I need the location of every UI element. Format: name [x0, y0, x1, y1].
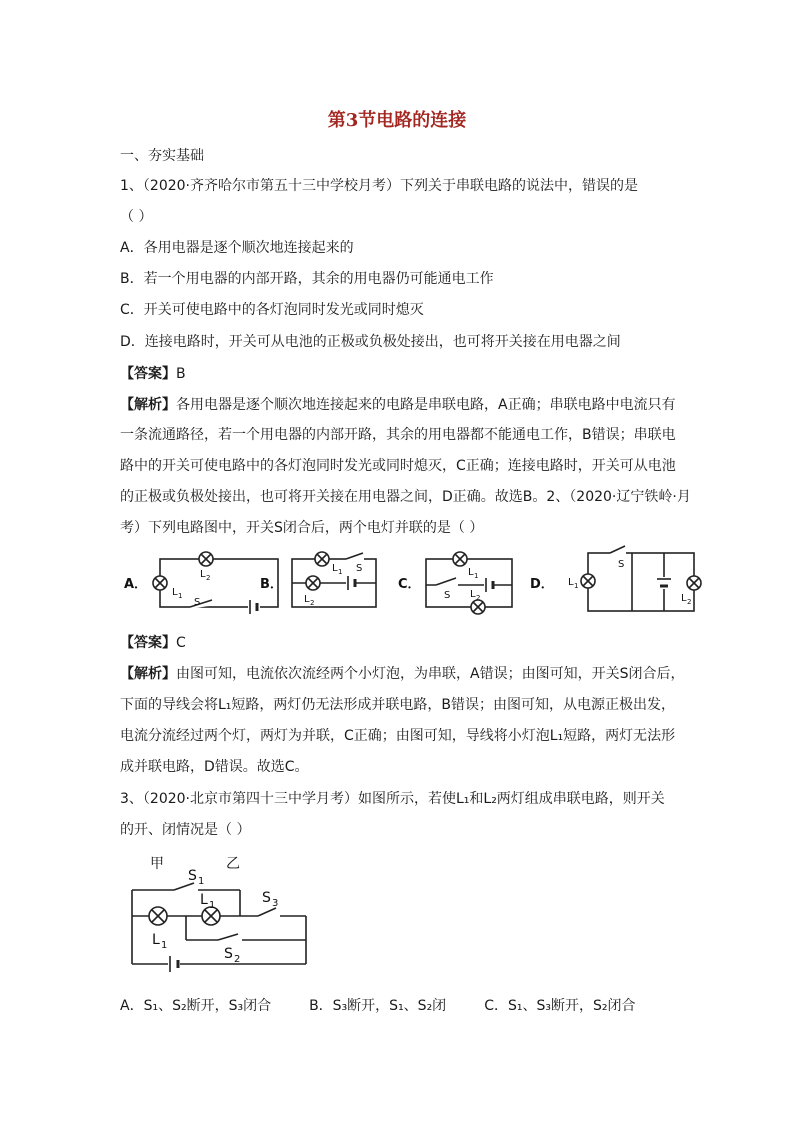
answer-tag: 【答案】: [120, 366, 176, 382]
answer-value: C: [176, 635, 186, 651]
label-l2: L: [304, 594, 310, 605]
answer-tag: 【答案】: [120, 635, 176, 651]
switch-s2: [218, 934, 238, 940]
q1-analysis-line-4: [120, 487, 691, 507]
analysis-tag: 【解析】: [120, 666, 176, 682]
q1-analysis-line-3: 路中的开关可使电路中的各灯泡同时发光或同时熄灭，C正确；连接电路时，开关可从电池: [120, 458, 676, 474]
q1-analysis-line-1: [120, 395, 676, 415]
label-jia: 甲: [150, 856, 164, 872]
answer-value: B: [176, 366, 186, 382]
label-s: S: [618, 559, 625, 570]
q2-analysis-line-4: 成并联电路，D错误。故选C。: [120, 759, 309, 775]
sub-1: 1: [474, 572, 479, 580]
q3-circuit-figure: [120, 852, 320, 976]
analysis-text: 由图可知，电流依次流经两个小灯泡，为串联，A错误；由图可知，开关S闭合后，: [176, 666, 685, 682]
q1-option-c: C．开关可使电路中的各灯泡同时发光或同时熄灭: [120, 302, 424, 318]
label-l1: L: [468, 567, 474, 578]
label-s: S: [444, 590, 451, 601]
q3-stem: 3、（2020·北京市第四十三中学月考）如图所示，若使L₁和L₂两灯组成串联电路，则开关: [120, 791, 665, 807]
q2-analysis-line-1: [120, 664, 684, 684]
sub-2: 2: [687, 598, 692, 606]
label-yi: 乙: [226, 856, 240, 872]
switch-s1: [174, 883, 194, 890]
q1-answer: [120, 364, 186, 384]
q1-analysis-line-2: 一条流通路径，若一个用电器的内部开路，其余的用电器都不能通电工作，B错误；串联电: [120, 427, 676, 443]
page-title: 第3节电路的连接: [327, 110, 467, 131]
q2-stem-line-2: 考）下列电路图中，开关S闭合后，两个电灯并联的是（ ）: [120, 520, 484, 536]
q1-stem: 1、（2020·齐齐哈尔市第五十三中学校月考）下列关于串联电路的说法中，错误的是: [120, 178, 638, 194]
label-l2: L: [470, 589, 476, 600]
label-s3: S: [262, 890, 271, 906]
analysis-text: 各用电器是逐个顺次地连接起来的电路是串联电路，A正确；串联电路中电流只有: [176, 397, 676, 413]
sub-1: 1: [209, 900, 216, 911]
sub-1: 1: [178, 592, 183, 600]
sub-1: 1: [198, 876, 205, 887]
sub-2: 2: [476, 594, 481, 602]
q3-option-a: A．S₁、S₂断开，S₃闭合: [120, 998, 272, 1014]
option-a-label: A．: [124, 577, 148, 592]
q3-stem-line-2: 的开、闭情况是（ ）: [120, 822, 251, 838]
sub-3: 3: [272, 898, 279, 909]
q1-option-a: A．各用电器是逐个顺次地连接起来的: [120, 240, 354, 256]
q1-option-d: D．连接电路时，开关可从电池的正极或负极处接出，也可将开关接在用电器之间: [120, 334, 621, 350]
label-l1: L: [172, 587, 178, 598]
sub-2: 2: [234, 954, 241, 965]
switch-s3: [258, 908, 276, 916]
q2-analysis-line-3: 电流分流经过两个灯，两灯为并联，C正确；由图可知，导线将小灯泡L₁短路，两灯无法形: [120, 728, 676, 744]
sub-1: 1: [161, 940, 168, 951]
q2-stem: 2、（2020·辽宁铁岭·月: [546, 489, 691, 505]
label-l1: L: [568, 577, 574, 588]
label-s2: S: [224, 946, 233, 962]
label-s1: S: [188, 868, 197, 884]
label-l2: L: [681, 593, 687, 604]
q1-option-b: B．若一个用电器的内部开路，其余的用电器仍可能通电工作: [120, 271, 494, 287]
q2-circuit-options: [120, 545, 720, 617]
sub-2: 2: [206, 574, 211, 582]
label-s: S: [356, 563, 363, 574]
label-l1-left: L: [152, 932, 160, 948]
q2-analysis-line-2: 下面的导线会将L₁短路，两灯仍无法形成并联电路，B错误；由图可知，从电源正极出发，: [120, 697, 676, 713]
label-l1: L: [332, 563, 338, 574]
q3-option-c: C．S₁、S₃断开，S₂闭合: [484, 998, 636, 1014]
analysis-tag: 【解析】: [120, 397, 176, 413]
label-l2: L: [200, 569, 206, 580]
label-l1-right: L: [200, 892, 208, 908]
section-heading: 一、夯实基础: [120, 148, 204, 164]
sub-2: 2: [310, 599, 315, 607]
label-s: S: [194, 597, 201, 608]
analysis-text: 的正极或负极处接出，也可将开关接在用电器之间，D正确。故选B。: [120, 489, 547, 505]
q1-paren: （ ）: [120, 209, 153, 225]
circuit-c: [426, 552, 512, 614]
sub-1: 1: [338, 568, 343, 576]
q2-answer: [120, 633, 186, 653]
q3-options: [120, 996, 635, 1016]
q3-option-b: B．S₃断开，S₁、S₂闭: [309, 998, 447, 1014]
option-d-label: D．: [530, 577, 554, 592]
option-b-label: B．: [260, 577, 283, 592]
option-c-label: C．: [398, 577, 421, 592]
sub-1: 1: [574, 582, 579, 590]
